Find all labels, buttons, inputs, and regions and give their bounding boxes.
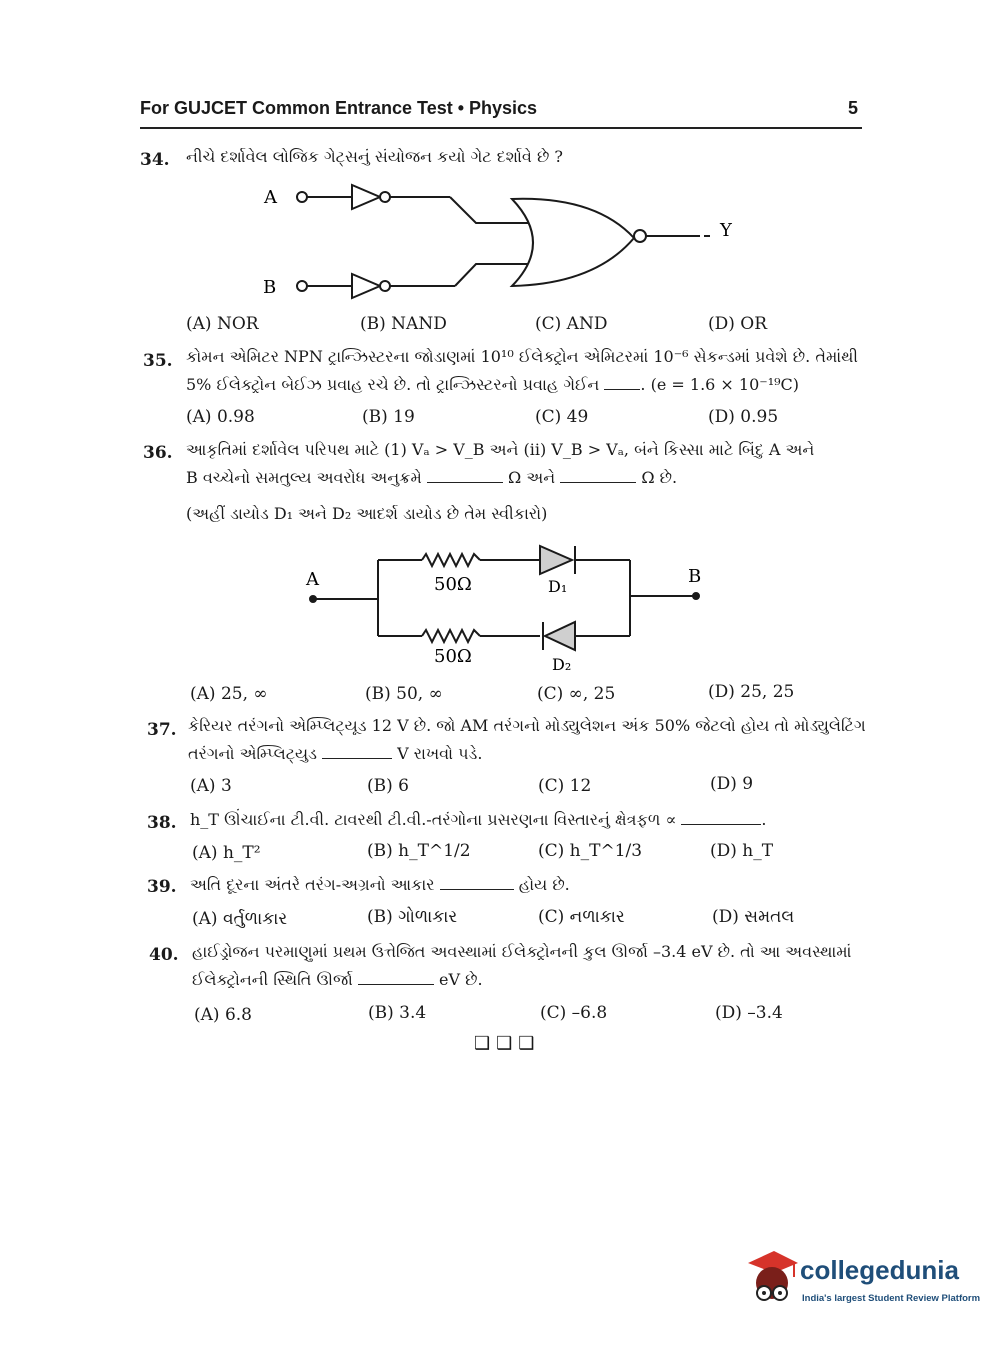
question-number: 34. xyxy=(140,150,170,170)
question-number: 38. xyxy=(147,813,177,833)
option-a: (A) 6.8 xyxy=(194,1005,252,1025)
answer-blank xyxy=(322,757,392,759)
not-gate-b xyxy=(352,274,380,298)
question-number: 37. xyxy=(147,720,177,740)
logo-wordmark: collegedunia xyxy=(800,1255,959,1285)
question-text: નીચે દર્શાવેલ લોજિક ગેટ્સનું સંયોજન કયો ગેટ દર્શાવે છે ? xyxy=(186,147,563,166)
resistor-2-label: 50Ω xyxy=(434,646,472,667)
nor-gate xyxy=(512,199,634,286)
header-rule xyxy=(140,127,862,129)
option-d: (D) h_T xyxy=(710,841,774,861)
option-b: (B) NAND xyxy=(360,314,447,334)
option-c: (C) 12 xyxy=(538,776,592,796)
option-a: (A) NOR xyxy=(186,314,259,334)
answer-blank xyxy=(427,481,503,483)
graduate-mascot-icon xyxy=(744,1247,800,1307)
input-a-label: A xyxy=(264,187,277,208)
resistor-1 xyxy=(422,554,480,566)
option-d: (D) OR xyxy=(708,314,768,334)
question-text-line2: તરંગનો એમ્પ્લિટ્યુડ V રાખવો પડે. xyxy=(188,744,483,763)
question-number: 35. xyxy=(143,351,173,371)
question-number: 40. xyxy=(149,945,179,965)
question-text-line1: આકૃતિમાં દર્શાવેલ પરિપથ માટે (1) Vₐ > V_B અને (ii) V_B > Vₐ, બંને કિસ્સા માટે બિંદુ A અને xyxy=(186,440,815,459)
page-number: 5 xyxy=(848,98,859,118)
output-y-label: Y xyxy=(720,220,732,241)
option-d: (D) સમતલ xyxy=(712,907,795,927)
option-b: (B) ગોળાકાર xyxy=(367,907,458,927)
point-b-label: B xyxy=(688,566,702,587)
logic-gate-diagram xyxy=(250,178,750,303)
question-text-line2: ઈલેક્ટ્રોનની સ્થિતિ ઊર્જા eV છે. xyxy=(192,970,483,989)
option-b: (B) h_T^1/2 xyxy=(367,841,471,861)
answer-blank xyxy=(440,888,514,890)
logo-tagline: India's largest Student Review Platform xyxy=(802,1293,981,1304)
question-text-line1: કોમન એમિટર NPN ટ્રાન્ઝિસ્ટરના જોડાણમાં 10¹⁰ ઈલેક્ટ્રોન એમિટરમાં 10⁻⁶ સેકન્ડમાં પ્રવેશે છે. તેમાંથી xyxy=(186,347,859,366)
question-note: (અહીં ડાયોડ D₁ અને D₂ આદર્શ ડાયોડ છે તેમ સ્વીકારો) xyxy=(186,504,548,523)
resistor-1-label: 50Ω xyxy=(434,574,472,595)
question-number: 36. xyxy=(143,443,173,463)
option-d: (D) 25, 25 xyxy=(708,682,795,702)
answer-blank xyxy=(560,481,636,483)
diode-2 xyxy=(545,622,575,650)
question-text-line1: કેરિયર તરંગનો એમ્પ્લિટ્યૂડ 12 V છે. જો AM તરંગનો મોડ્યુલેશન અંક 50% જેટલો હોય તો મોડ્યુલેટિંગ xyxy=(188,716,866,735)
option-c: (C) ∞, 25 xyxy=(537,684,616,704)
option-b: (B) 3.4 xyxy=(368,1003,427,1023)
option-b: (B) 19 xyxy=(362,407,415,427)
option-d: (D) –3.4 xyxy=(715,1003,783,1023)
diode-circuit-diagram xyxy=(300,540,720,680)
option-a: (A) 3 xyxy=(190,776,232,796)
option-b: (B) 6 xyxy=(367,776,409,796)
option-c: (C) h_T^1/3 xyxy=(538,841,643,861)
option-b: (B) 50, ∞ xyxy=(365,684,443,704)
option-c: (C) AND xyxy=(535,314,608,334)
question-text-line2: 5% ઈલેક્ટ્રોન બેઈઝ પ્રવાહ રચે છે. તો ટ્રાન્ઝિસ્ટરનો પ્રવાહ ગેઈન . (e = 1.6 × 10⁻¹⁹C) xyxy=(186,375,800,394)
option-a: (A) 0.98 xyxy=(186,407,255,427)
page-header-title: For GUJCET Common Entrance Test • Physics xyxy=(140,98,538,118)
question-text: અતિ દૂરના અંતરે તરંગ-અગ્રનો આકાર હોય છે. xyxy=(190,875,570,894)
not-gate-a xyxy=(352,185,380,209)
answer-blank xyxy=(681,823,761,825)
option-a: (A) વર્તુળાકાર xyxy=(192,909,288,929)
answer-blank xyxy=(358,983,434,985)
question-text: h_T ઊંચાઈના ટી.વી. ટાવરથી ટી.વી.-તરંગોના પ્રસરણના વિસ્તારનું ક્ષેત્રફળ ∝ . xyxy=(190,810,767,829)
option-a: (A) 25, ∞ xyxy=(190,684,268,704)
option-c: (C) 49 xyxy=(535,407,589,427)
input-b-label: B xyxy=(263,277,277,298)
diode-2-label: D₂ xyxy=(552,655,572,674)
point-a-label: A xyxy=(306,569,319,590)
option-c: (C) –6.8 xyxy=(540,1003,608,1023)
option-d: (D) 9 xyxy=(710,774,754,794)
section-end-marks: ❑❑❑ xyxy=(474,1033,541,1054)
question-text-line1: હાઈડ્રોજન પરમાણુમાં પ્રથમ ઉત્તેજિત અવસ્થામાં ઈલેક્ટ્રોનની કુલ ઊર્જા –3.4 eV છે. તો આ અવસ્થામાં xyxy=(192,942,852,961)
collegedunia-logo xyxy=(744,1245,981,1315)
diode-1 xyxy=(540,546,572,574)
question-text-line2: B વચ્ચેનો સમતુલ્ય અવરોધ અનુક્રમે Ω અને Ω છે. xyxy=(186,468,678,487)
resistor-2 xyxy=(422,630,480,642)
option-c: (C) નળાકાર xyxy=(538,907,625,927)
question-number: 39. xyxy=(147,877,177,897)
option-a: (A) h_T² xyxy=(192,843,261,863)
answer-blank xyxy=(604,388,640,390)
option-d: (D) 0.95 xyxy=(708,407,779,427)
diode-1-label: D₁ xyxy=(548,577,568,596)
